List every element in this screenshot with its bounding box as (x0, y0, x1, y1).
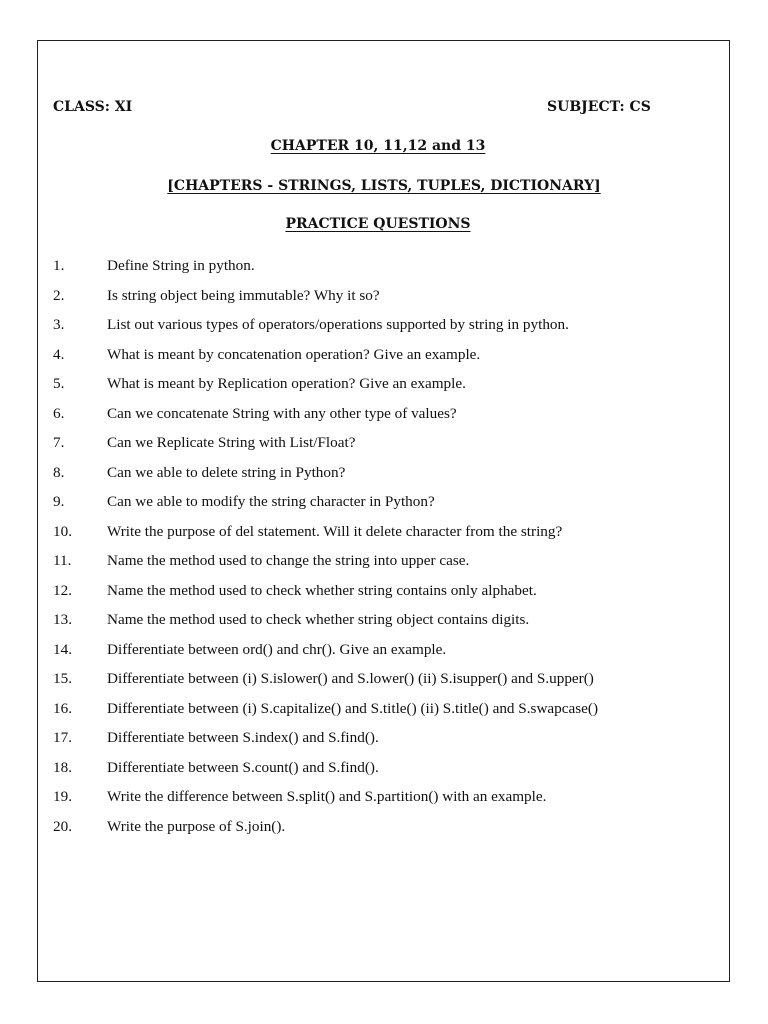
question-item (53, 580, 723, 610)
question-text: Name the method used to check whether string object contains digits. (107, 611, 530, 628)
question-item (53, 314, 723, 344)
question-item (53, 816, 723, 846)
question-number: 7. (53, 434, 65, 451)
question-text: List out various types of operators/operations supported by string in python. (107, 316, 569, 333)
question-text: Differentiate between (i) S.islower() and S.lower() (ii) S.isupper() and S.upper() (107, 670, 594, 687)
question-item (53, 727, 723, 757)
question-number: 9. (53, 493, 65, 510)
question-text: Can we concatenate String with any other type of values? (107, 404, 457, 422)
question-item (53, 462, 723, 492)
question-number: 5. (53, 375, 65, 392)
question-item (53, 491, 723, 521)
question-text: Name the method used to change the string into upper case. (107, 552, 470, 569)
question-item (53, 255, 723, 285)
question-text: Differentiate between ord() and chr(). Give an example. (107, 640, 447, 658)
question-number: 2. (53, 286, 65, 304)
question-number: 13. (53, 611, 72, 628)
question-item (53, 609, 723, 639)
question-number: 17. (53, 729, 72, 746)
question-text: Is string object being immutable? Why it so? (107, 286, 380, 304)
question-text: Differentiate between (i) S.capitalize() and S.title() (ii) S.title() and S.swapcase() (107, 699, 599, 717)
question-text: Can we able to modify the string character in Python? (107, 493, 435, 510)
question-list (53, 255, 723, 845)
question-item (53, 668, 723, 698)
question-text: Define String in python. (107, 257, 255, 274)
practice-heading: PRACTICE QUESTIONS (285, 216, 471, 232)
question-text: Differentiate between S.count() and S.find(). (107, 758, 379, 776)
question-text: Name the method used to check whether string contains only alphabet. (107, 581, 537, 599)
subject-label: SUBJECT: CS (547, 99, 651, 115)
question-number: 3. (53, 316, 65, 333)
question-item (53, 639, 723, 669)
question-text: Can we Replicate String with List/Float? (107, 434, 356, 451)
question-text: Write the difference between S.split() and S.partition() with an example. (107, 788, 547, 805)
topics-heading: [CHAPTERS - STRINGS, LISTS, TUPLES, DICTIONARY] (167, 178, 601, 194)
question-text: What is meant by concatenation operation? Give an example. (107, 345, 481, 363)
question-number: 10. (53, 522, 72, 540)
question-item (53, 285, 723, 315)
question-item (53, 757, 723, 787)
question-number: 15. (53, 670, 72, 687)
question-number: 11. (53, 552, 72, 569)
question-number: 12. (53, 581, 72, 599)
question-item (53, 550, 723, 580)
question-number: 16. (53, 699, 72, 717)
question-number: 18. (53, 758, 72, 776)
question-number: 20. (53, 817, 72, 835)
question-item (53, 698, 723, 728)
question-text: Write the purpose of S.join(). (107, 817, 286, 835)
question-item (53, 521, 723, 551)
question-number: 8. (53, 463, 65, 481)
question-number: 1. (53, 257, 65, 274)
question-number: 6. (53, 404, 65, 422)
question-item (53, 344, 723, 374)
question-number: 19. (53, 788, 72, 805)
question-number: 14. (53, 640, 72, 658)
question-text: Write the purpose of del statement. Will it delete character from the string? (107, 522, 563, 540)
question-item (53, 373, 723, 403)
class-label: CLASS: XI (53, 99, 133, 115)
question-text: Differentiate between S.index() and S.find(). (107, 729, 379, 746)
question-text: What is meant by Replication operation? Give an example. (107, 375, 466, 392)
chapter-heading: CHAPTER 10, 11,12 and 13 (270, 138, 486, 154)
question-text: Can we able to delete string in Python? (107, 463, 346, 481)
question-number: 4. (53, 345, 65, 363)
question-item (53, 786, 723, 816)
question-item (53, 432, 723, 462)
question-item (53, 403, 723, 433)
